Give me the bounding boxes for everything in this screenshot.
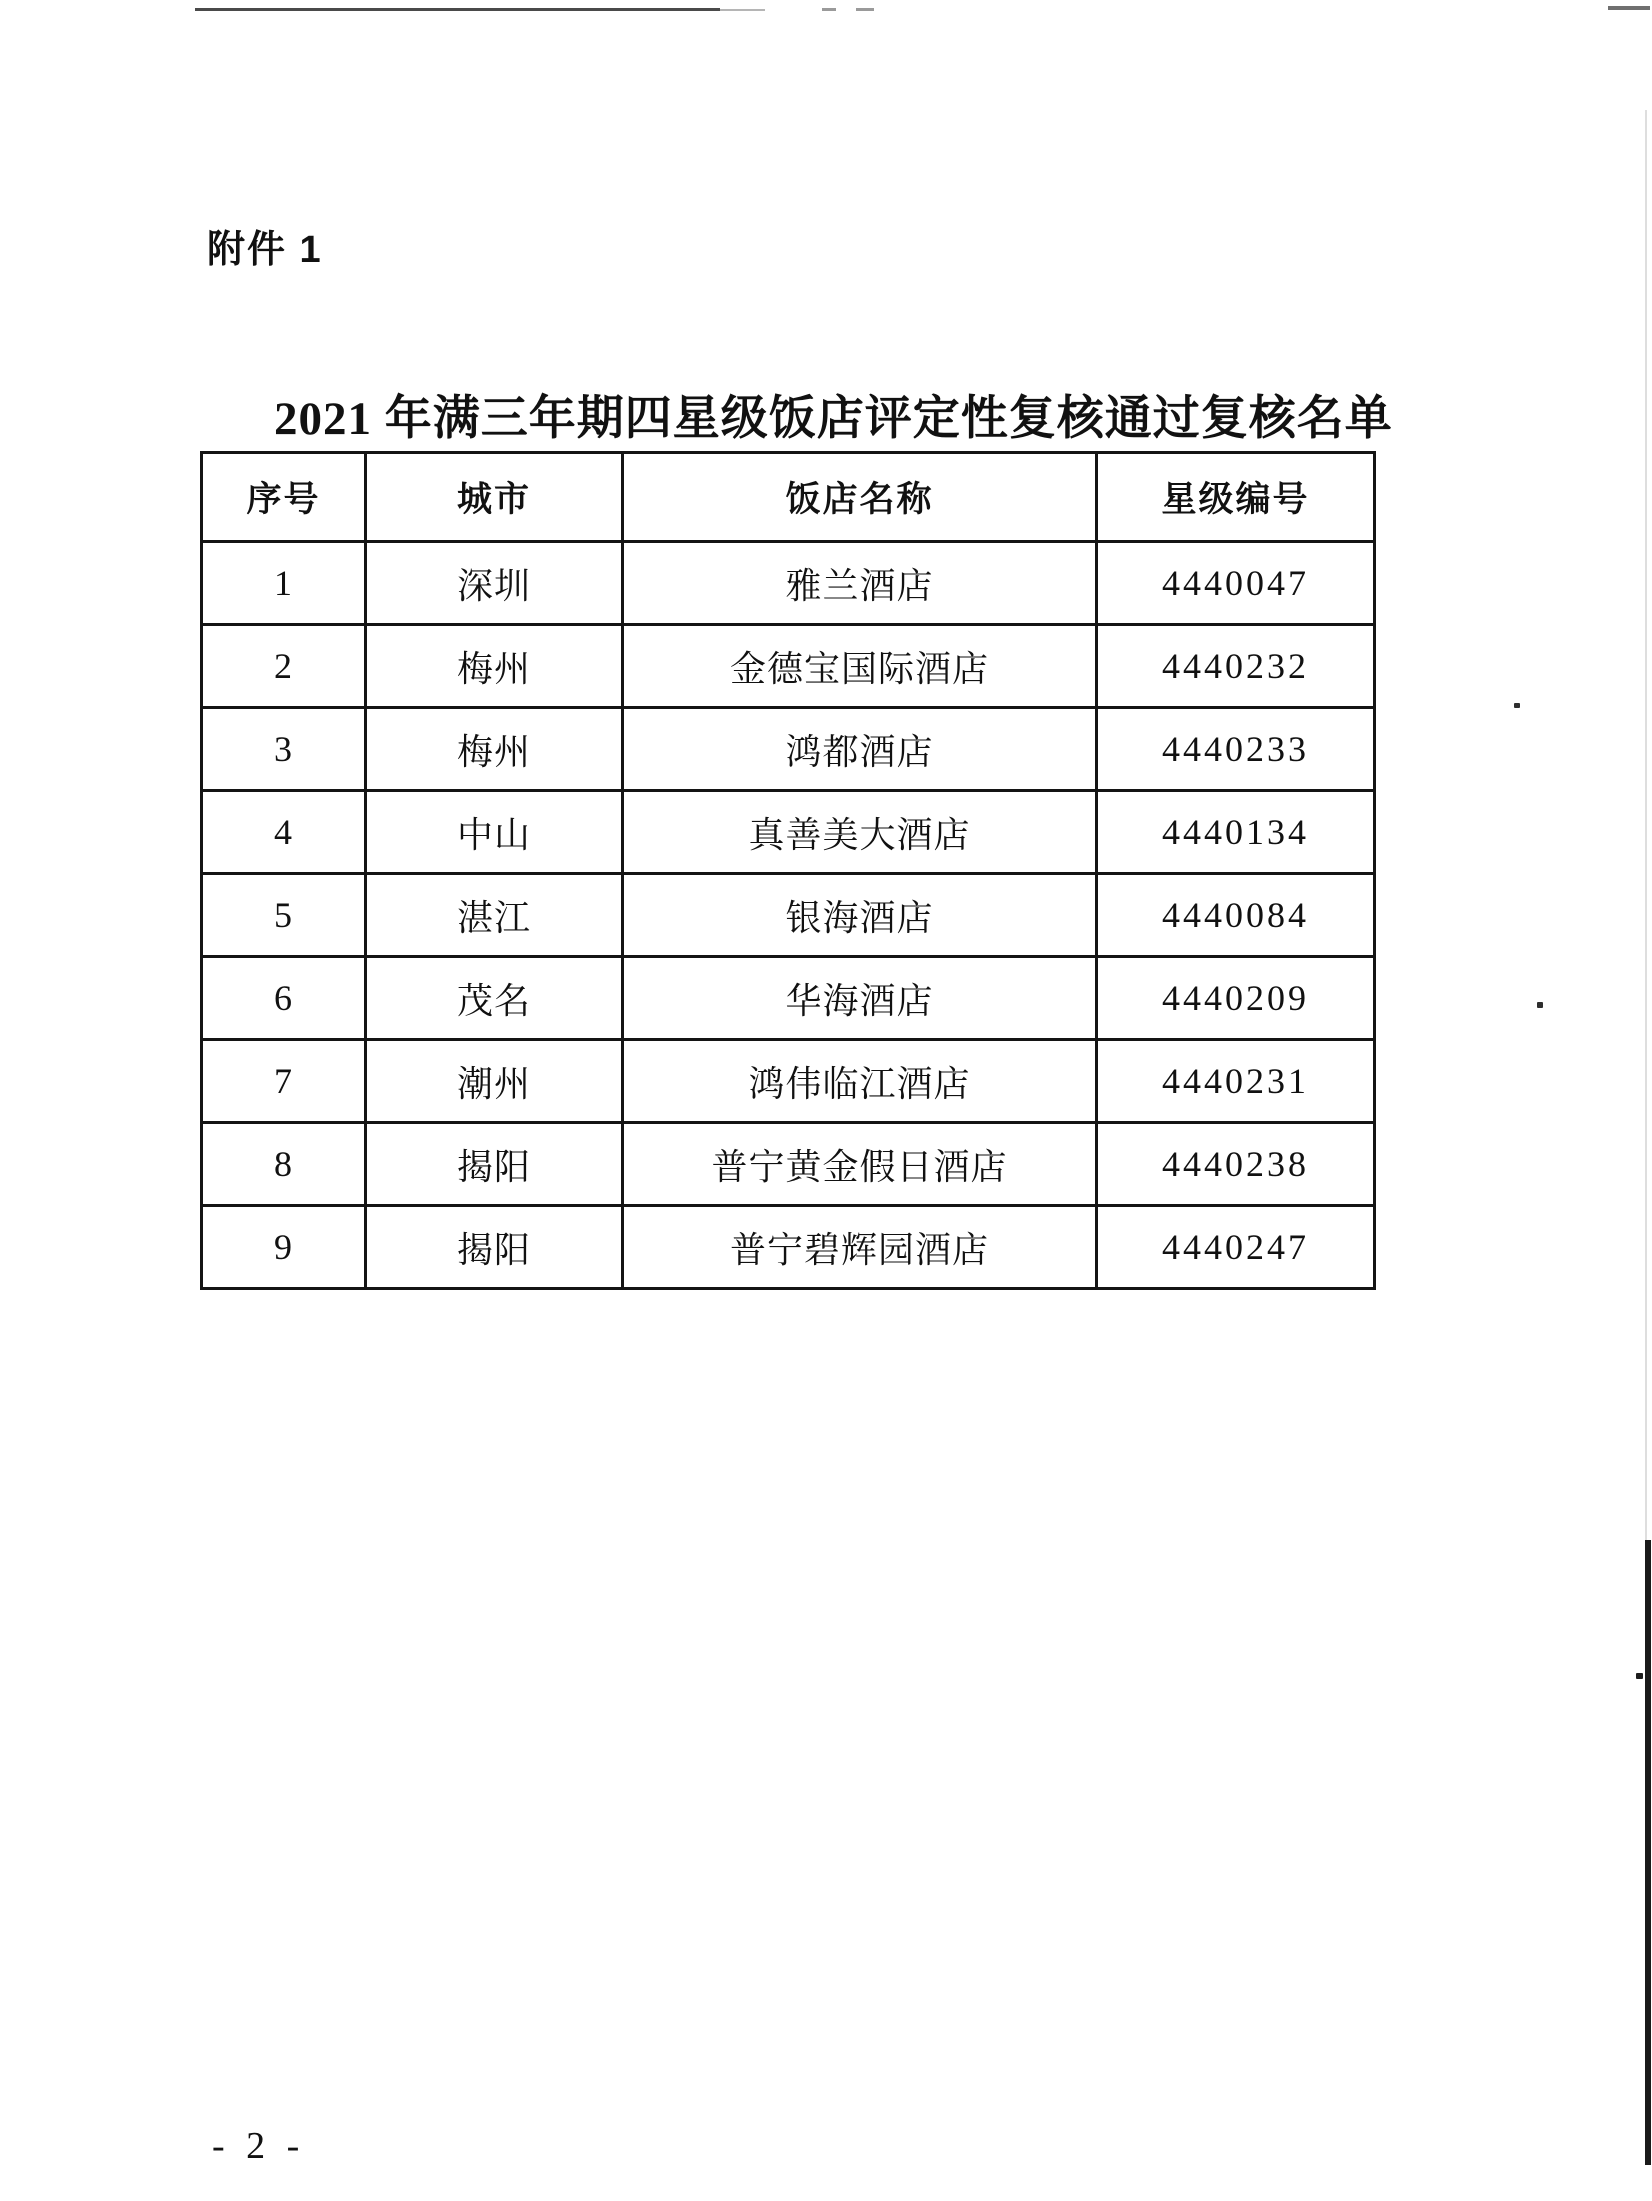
- scan-artifact-top-line: [195, 8, 720, 11]
- cell-no: 9: [202, 1206, 366, 1289]
- cell-no: 6: [202, 957, 366, 1040]
- scan-artifact-right-edge-line: [1645, 110, 1647, 1540]
- cell-city: 中山: [366, 791, 623, 874]
- cell-code: 4440232: [1097, 625, 1375, 708]
- scan-artifact-top-line-tail: [720, 9, 765, 11]
- cell-no: 5: [202, 874, 366, 957]
- cell-city: 梅州: [366, 708, 623, 791]
- cell-no: 7: [202, 1040, 366, 1123]
- col-header-city: 城市: [366, 453, 623, 542]
- page-number: - 2 -: [212, 2125, 306, 2167]
- col-header-hotel-name: 饭店名称: [623, 453, 1097, 542]
- scan-artifact-top-right-dash: [1608, 6, 1650, 10]
- cell-city: 揭阳: [366, 1206, 623, 1289]
- cell-code: 4440238: [1097, 1123, 1375, 1206]
- scan-artifact-speck: [856, 8, 874, 11]
- cell-city: 深圳: [366, 542, 623, 625]
- cell-code: 4440233: [1097, 708, 1375, 791]
- table-row: [202, 957, 1375, 1040]
- cell-no: 1: [202, 542, 366, 625]
- table-row: [202, 791, 1375, 874]
- cell-city: 梅州: [366, 625, 623, 708]
- cell-no: 4: [202, 791, 366, 874]
- col-header-star-code: 星级编号: [1097, 453, 1375, 542]
- table-row: [202, 1206, 1375, 1289]
- cell-code: 4440134: [1097, 791, 1375, 874]
- cell-no: 8: [202, 1123, 366, 1206]
- cell-code: 4440247: [1097, 1206, 1375, 1289]
- table-row: [202, 874, 1375, 957]
- cell-no: 3: [202, 708, 366, 791]
- table-body: [202, 542, 1375, 1289]
- cell-hotel: 鸿都酒店: [623, 708, 1097, 791]
- scan-artifact-speck: [822, 8, 836, 11]
- table-row: [202, 542, 1375, 625]
- cell-city: 湛江: [366, 874, 623, 957]
- table-row: [202, 625, 1375, 708]
- cell-code: 4440084: [1097, 874, 1375, 957]
- cell-hotel: 鸿伟临江酒店: [623, 1040, 1097, 1123]
- cell-hotel: 华海酒店: [623, 957, 1097, 1040]
- scan-artifact-dot: [1636, 1673, 1643, 1679]
- cell-city: 揭阳: [366, 1123, 623, 1206]
- cell-city: 潮州: [366, 1040, 623, 1123]
- cell-hotel: 普宁黄金假日酒店: [623, 1123, 1097, 1206]
- scan-artifact-dot: [1514, 703, 1520, 708]
- cell-hotel: 银海酒店: [623, 874, 1097, 957]
- cell-code: 4440047: [1097, 542, 1375, 625]
- table-row: [202, 1040, 1375, 1123]
- table-header-row: [202, 453, 1375, 542]
- cell-hotel: 真善美大酒店: [623, 791, 1097, 874]
- hotel-review-table: [200, 451, 1376, 1290]
- page-title: 2021 年满三年期四星级饭店评定性复核通过复核名单: [274, 393, 1393, 445]
- table-row: [202, 1123, 1375, 1206]
- cell-hotel: 金德宝国际酒店: [623, 625, 1097, 708]
- attachment-label: 附件 1: [207, 229, 323, 271]
- cell-hotel: 雅兰酒店: [623, 542, 1097, 625]
- scan-artifact-right-edge-strip: [1645, 1540, 1651, 2165]
- cell-code: 4440231: [1097, 1040, 1375, 1123]
- cell-no: 2: [202, 625, 366, 708]
- scan-artifact-dot: [1537, 1002, 1543, 1008]
- cell-hotel: 普宁碧辉园酒店: [623, 1206, 1097, 1289]
- cell-code: 4440209: [1097, 957, 1375, 1040]
- table-row: [202, 708, 1375, 791]
- col-header-no: 序号: [202, 453, 366, 542]
- cell-city: 茂名: [366, 957, 623, 1040]
